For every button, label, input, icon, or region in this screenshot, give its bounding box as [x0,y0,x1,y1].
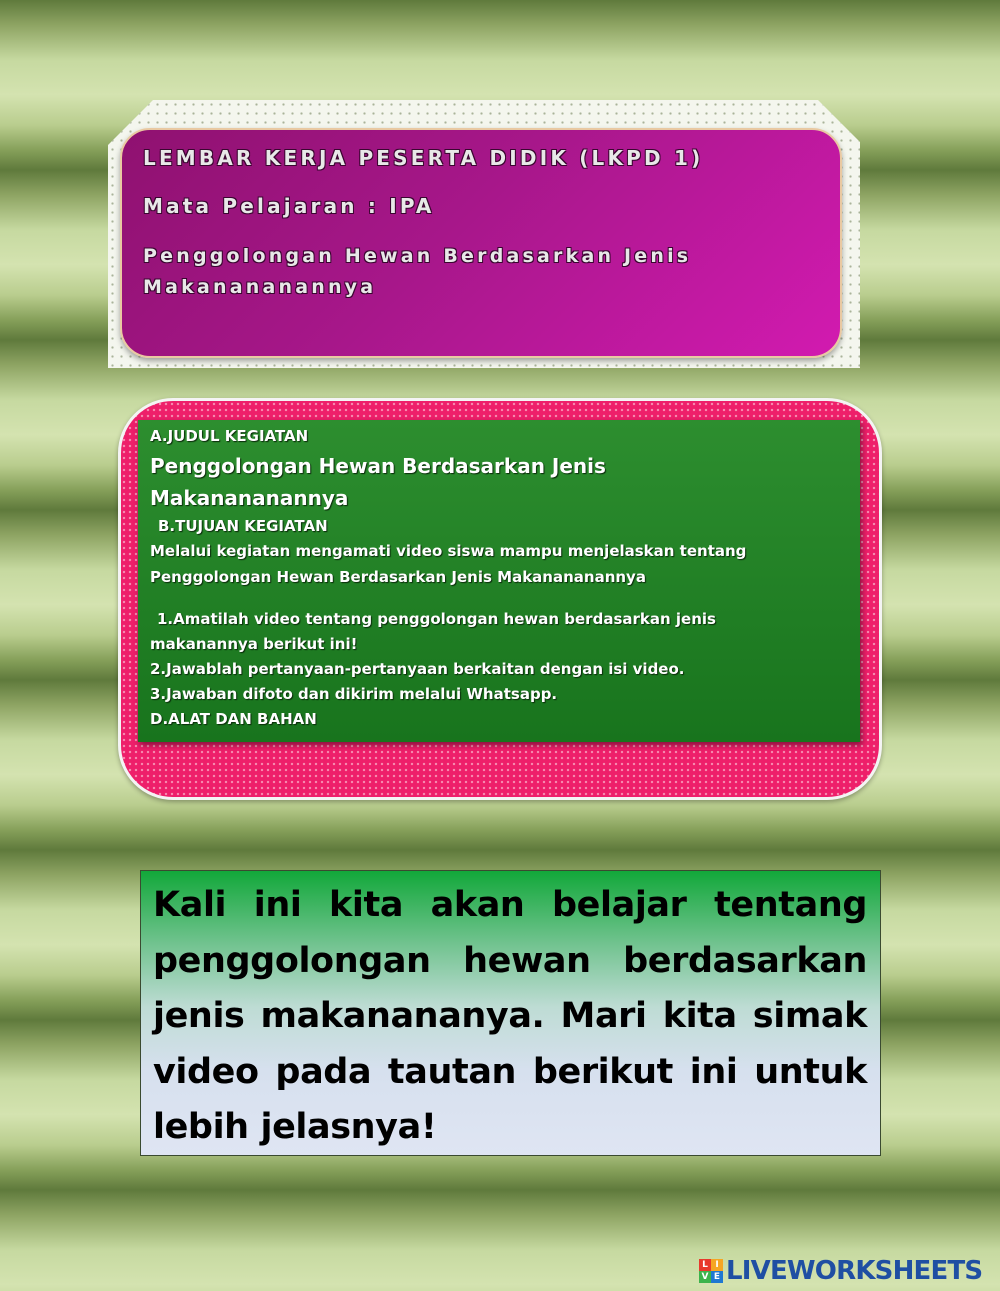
live-logo-letter: I [711,1259,723,1271]
step-1-line-1: 1.Amatilah video tentang penggolongan hewan berdasarkan jenis [157,610,716,628]
tujuan-line-1: Melalui kegiatan mengamati video siswa mampu menjelaskan tentang [150,542,747,560]
tujuan-line-2: Penggolongan Hewan Berdasarkan Jenis Makanananannya [150,568,646,586]
judul-line-2: Makanananannya [150,486,349,510]
section-d-heading: D.ALAT DAN BAHAN [150,710,317,728]
live-logo-letter: L [699,1259,711,1271]
step-2: 2.Jawablah pertanyaan-pertanyaan berkaitan dengan isi video. [150,660,685,678]
topic-line-2: Makanananannya [143,276,377,298]
section-a-heading: A.JUDUL KEGIATAN [150,427,309,445]
topic-heading [143,241,763,303]
section-b-heading: B.TUJUAN KEGIATAN [158,517,328,535]
step-1-line-2: makanannya berikut ini! [150,635,358,653]
subject-label: Mata Pelajaran : IPA [143,194,435,218]
step-3: 3.Jawaban difoto dan dikirim melalui Whatsapp. [150,685,558,703]
judul-line-1: Penggolongan Hewan Berdasarkan Jenis [150,454,606,478]
worksheet-title: LEMBAR KERJA PESERTA DIDIK (LKPD 1) [143,146,704,170]
liveworksheets-logo [699,1256,982,1286]
brand-name: LIVEWORKSHEETS [726,1256,983,1286]
topic-line-1: Penggolongan Hewan Berdasarkan Jenis [143,245,692,267]
intro-paragraph: Kali ini kita akan belajar tentang penggolongan hewan berdasarkan jenis makanananya. Mari kita simak video pada tautan berikut ini untuk lebih jelasnya! [153,885,867,1147]
live-logo-letter: E [711,1271,723,1283]
live-logo-letter: V [699,1271,711,1283]
live-logo-icon [699,1259,723,1283]
